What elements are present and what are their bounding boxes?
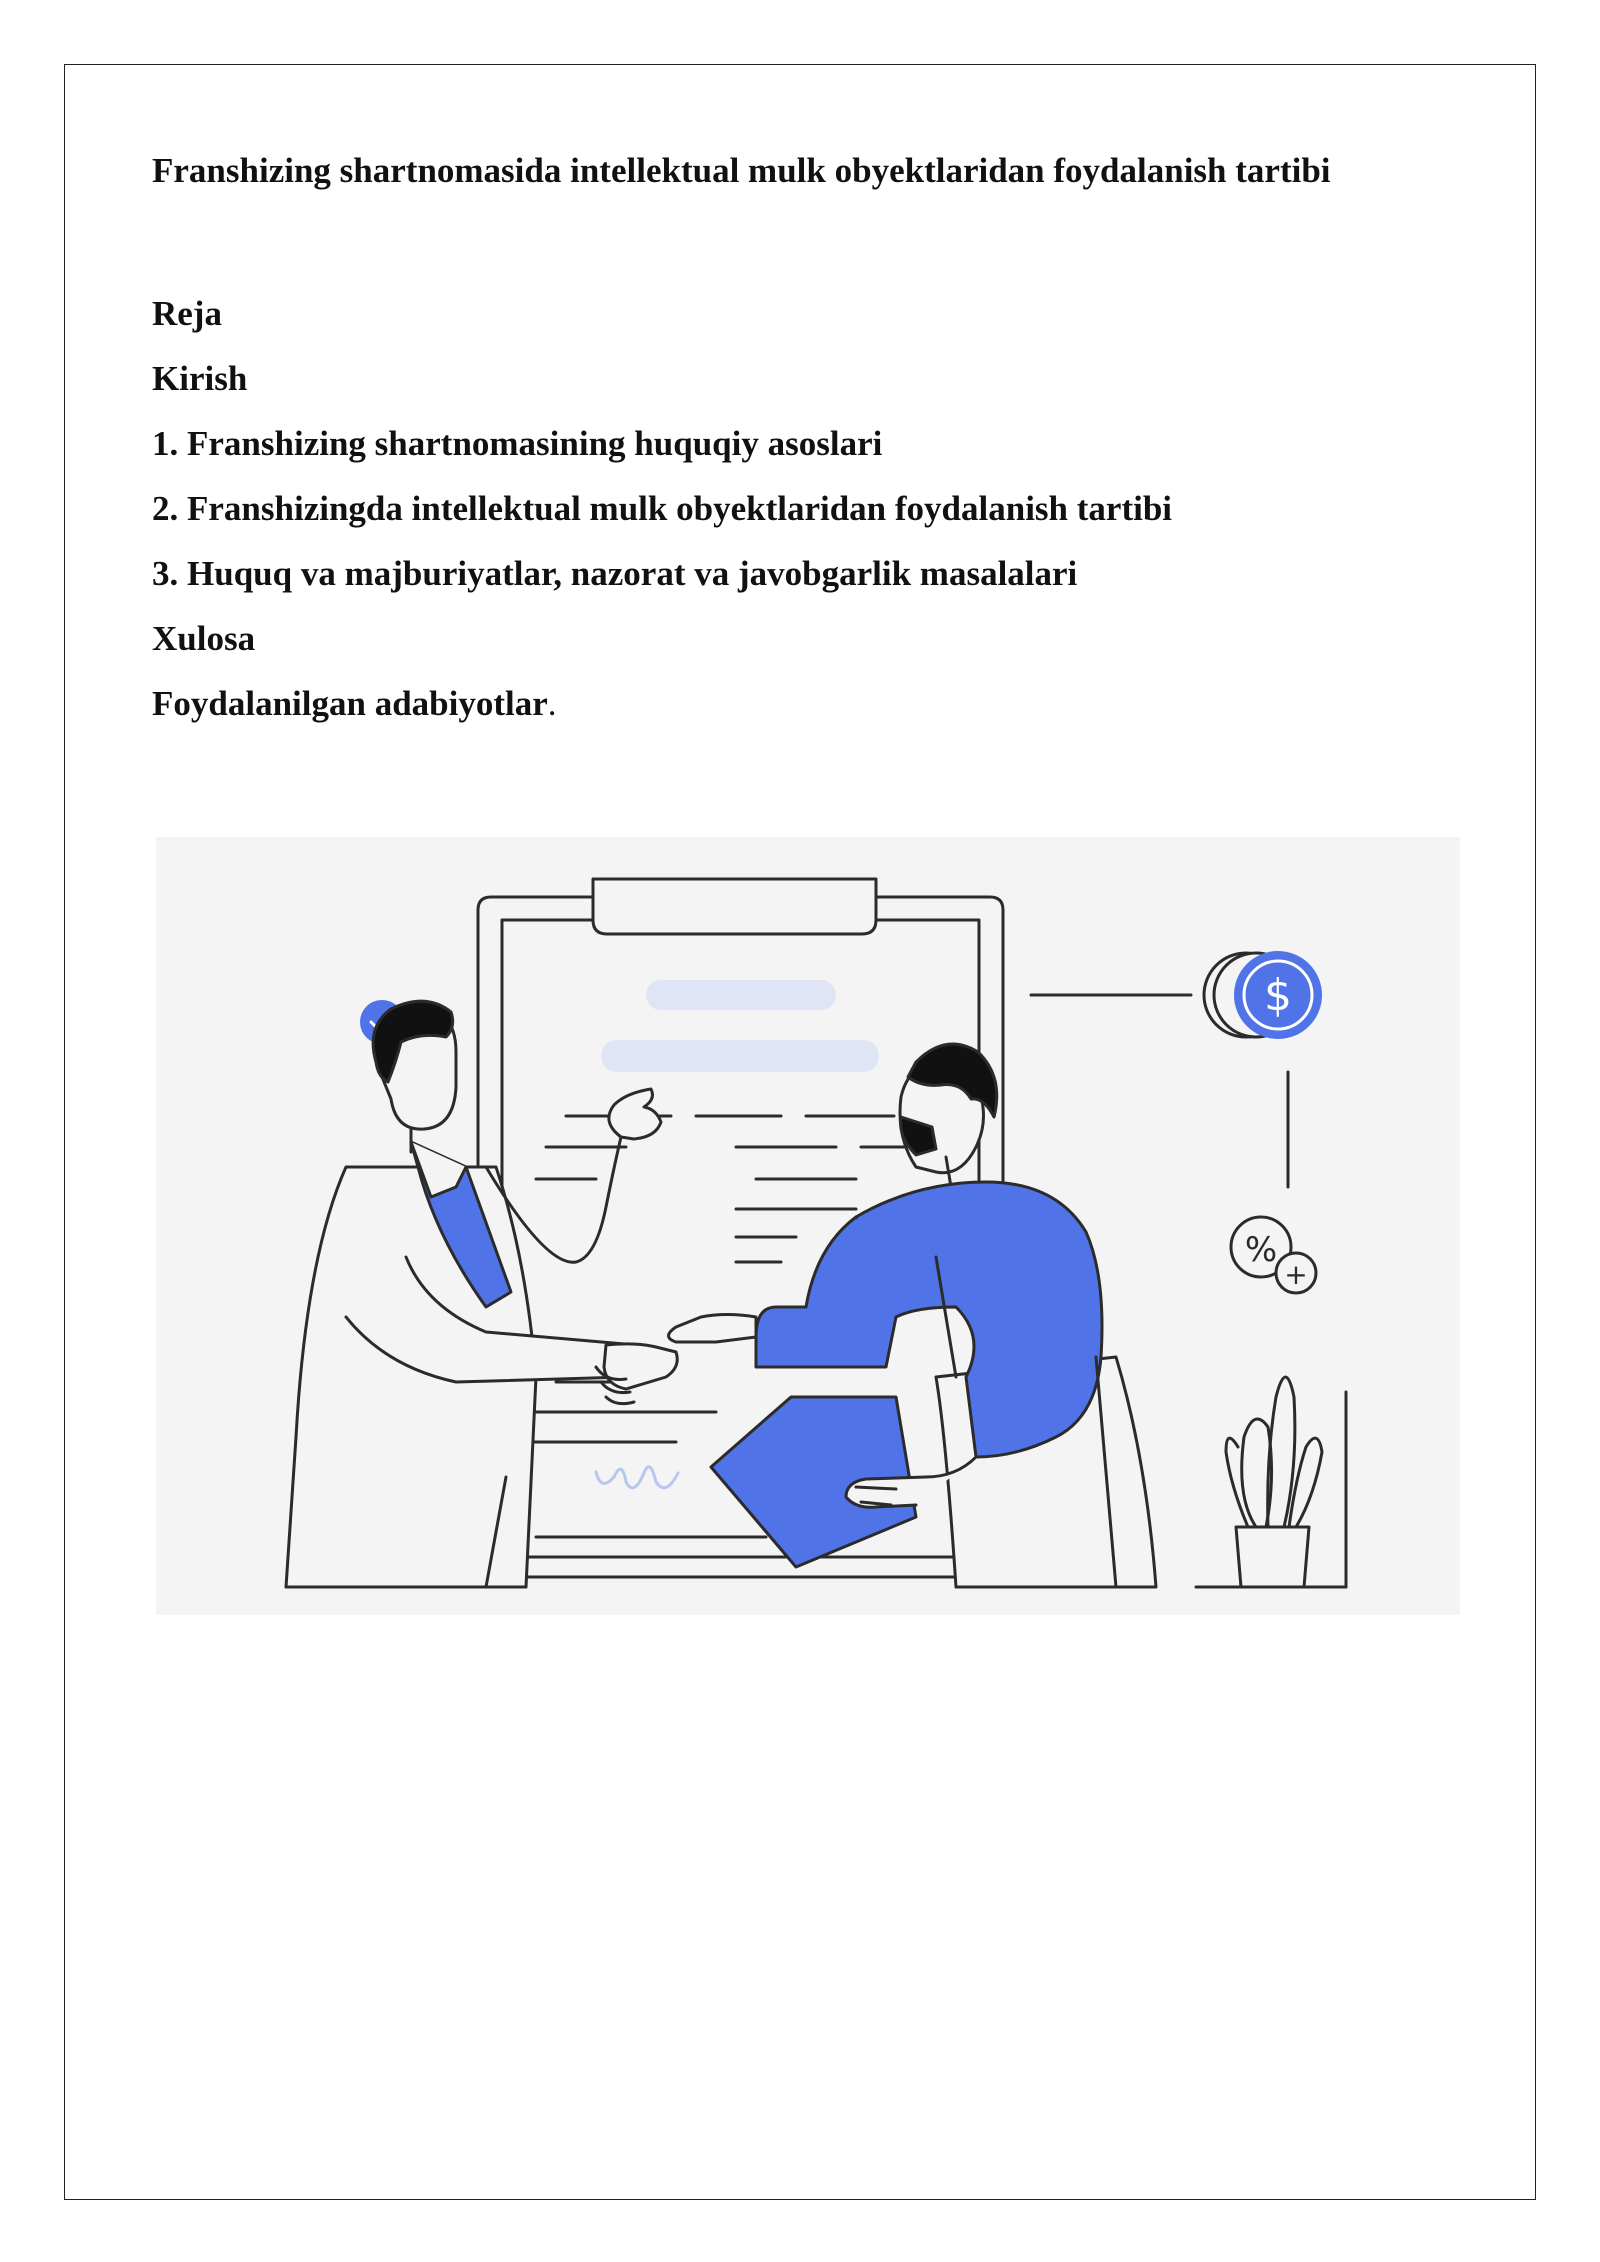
plus-symbol: + — [1284, 1258, 1308, 1291]
plan-item-conclusion: Xulosa — [152, 619, 256, 658]
plant-shelf — [1196, 1377, 1346, 1587]
plan-item-references — [152, 671, 1172, 736]
plan-item-1: 1. Franshizing shartnomasining huquqiy asoslari — [152, 424, 883, 463]
plan-list — [152, 281, 1172, 736]
dollar-coin-icon — [1204, 951, 1322, 1039]
handshake-illustration-svg — [156, 837, 1460, 1615]
plus-icon — [1276, 1253, 1316, 1293]
percent-symbol: % — [1244, 1230, 1278, 1270]
plan-item-intro: Kirish — [152, 359, 248, 398]
references-label: Foydalanilgan adabiyotlar — [152, 684, 548, 723]
plan-item-3: 3. Huquq va majburiyatlar, nazorat va javobgarlik masalalari — [152, 554, 1078, 593]
plan-item-2: 2. Franshizingda intellektual mulk obyektlaridan foydalanish tartibi — [152, 489, 1173, 528]
document-pill-bottom — [601, 1040, 879, 1072]
document-pill-top — [646, 980, 836, 1010]
plan-heading: Reja — [152, 294, 222, 333]
left-person — [286, 1001, 677, 1587]
right-person — [669, 1044, 1157, 1587]
references-period: . — [547, 684, 557, 723]
currency-symbol: $ — [1264, 970, 1292, 1021]
signature-scribble — [596, 1467, 678, 1488]
document-title: Franshizing shartnomasida intellektual mulk obyektlaridan foydalanish tartibi — [152, 151, 1331, 190]
handshake-illustration — [156, 837, 1460, 1615]
